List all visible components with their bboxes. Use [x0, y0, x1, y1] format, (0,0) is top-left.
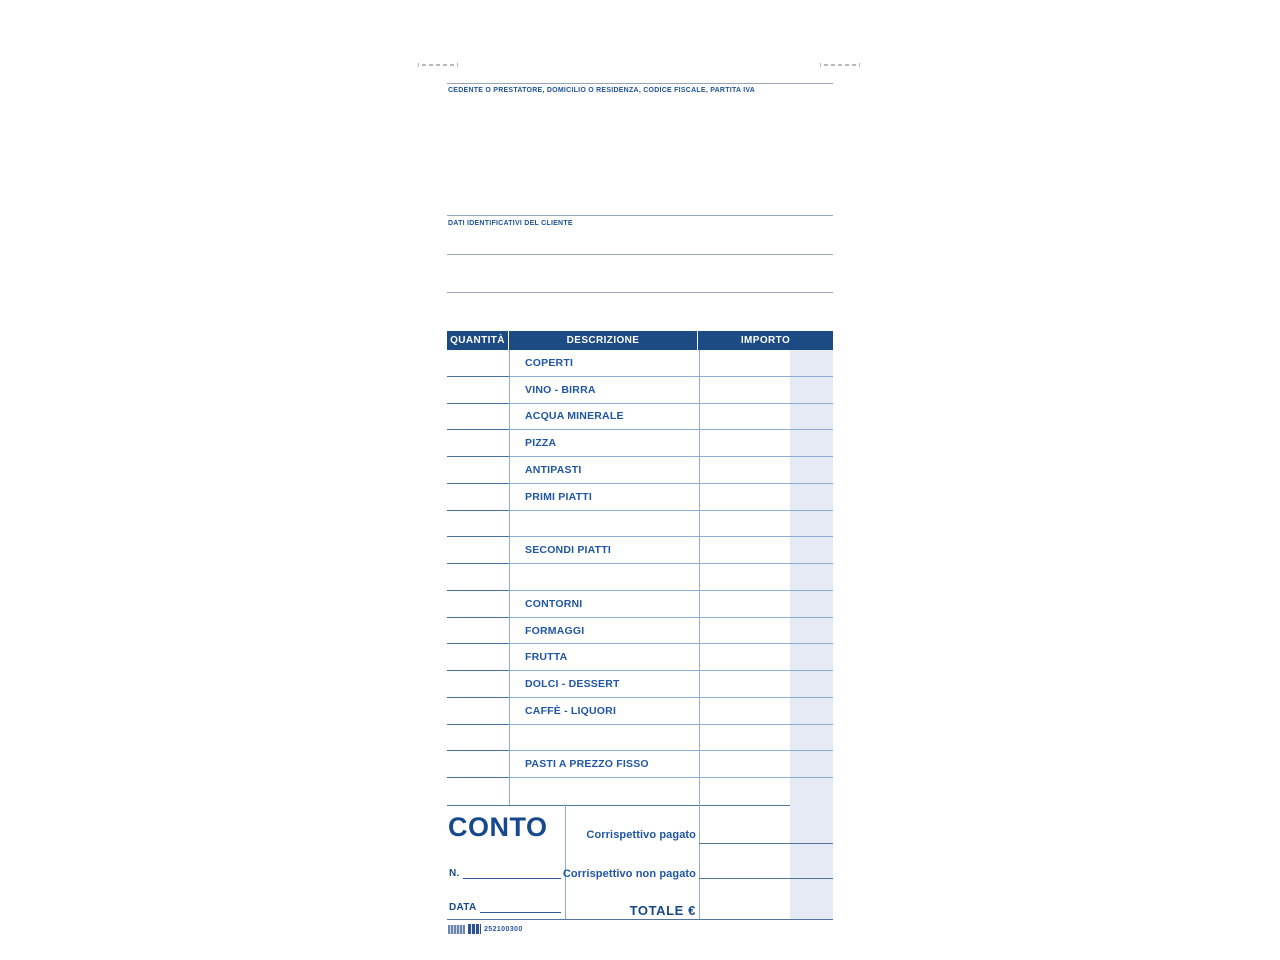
table-row — [447, 751, 833, 778]
customer-writing-line-1 — [447, 254, 833, 255]
table-row — [447, 725, 833, 752]
corrispettivo-column — [562, 805, 699, 919]
importo-cell — [699, 618, 833, 645]
totals-section — [447, 805, 833, 920]
importo-cell — [699, 725, 833, 752]
unpaid-label: Corrispettivo non pagato — [562, 868, 696, 880]
description-cell — [509, 778, 699, 805]
customer-caption: DATI IDENTIFICATIVI DEL CLIENTE — [448, 220, 573, 227]
decimal-shade-column-footer — [790, 805, 833, 919]
table-row — [447, 644, 833, 671]
table-row — [447, 564, 833, 591]
table-row — [447, 698, 833, 725]
table-header — [447, 331, 833, 350]
data-label: DATA — [449, 902, 477, 913]
table-row — [447, 430, 833, 457]
description-cell: CAFFÈ - LIQUORI — [509, 698, 699, 725]
quantity-cell — [447, 591, 509, 618]
description-cell: ACQUA MINERALE — [509, 404, 699, 431]
quantity-cell — [447, 537, 509, 564]
description-cell: DOLCI - DESSERT — [509, 671, 699, 698]
importo-cell — [699, 778, 833, 805]
quantity-cell — [447, 725, 509, 752]
quantity-cell — [447, 457, 509, 484]
description-cell: ANTIPASTI — [509, 457, 699, 484]
table-row — [447, 618, 833, 645]
quantity-cell — [447, 698, 509, 725]
numero-label: N. — [449, 868, 460, 879]
description-cell: FRUTTA — [509, 644, 699, 671]
importo-cell — [699, 564, 833, 591]
importo-cell — [699, 751, 833, 778]
quantity-cell — [447, 778, 509, 805]
column-header-quantita: QUANTITÀ — [447, 331, 509, 350]
description-cell — [509, 511, 699, 538]
numero-writing-line — [463, 868, 561, 879]
numero-row — [449, 868, 561, 879]
importo-cell — [699, 537, 833, 564]
product-code: 252100300 — [484, 925, 523, 933]
description-cell: PRIMI PIATTI — [509, 484, 699, 511]
description-cell: VINO - BIRRA — [509, 377, 699, 404]
table-row — [447, 671, 833, 698]
quantity-cell — [447, 644, 509, 671]
totale-label: TOTALE € — [629, 903, 696, 918]
column-header-descrizione: DESCRIZIONE — [509, 331, 698, 350]
importo-cell — [699, 457, 833, 484]
importo-cell — [699, 430, 833, 457]
importo-cell — [699, 377, 833, 404]
quantity-cell — [447, 484, 509, 511]
description-cell: SECONDI PIATTI — [509, 537, 699, 564]
data-row — [449, 902, 561, 913]
conto-form — [447, 0, 833, 960]
importo-cell — [699, 404, 833, 431]
customer-rule-top — [447, 215, 833, 216]
description-cell: COPERTI — [509, 350, 699, 377]
table-row — [447, 591, 833, 618]
importo-cell — [699, 644, 833, 671]
table-row — [447, 350, 833, 377]
brand-logo-icon — [448, 925, 465, 934]
conto-title: CONTO — [448, 812, 548, 842]
quantity-cell — [447, 564, 509, 591]
quantity-cell — [447, 430, 509, 457]
table-row — [447, 404, 833, 431]
items-table — [447, 331, 833, 806]
table-row — [447, 377, 833, 404]
paid-amount-line — [699, 843, 833, 844]
description-cell — [509, 564, 699, 591]
table-body — [447, 350, 833, 806]
table-row — [447, 537, 833, 564]
importo-cell — [699, 591, 833, 618]
importo-cell — [699, 698, 833, 725]
brand-row — [448, 924, 523, 934]
footer-divider-right — [699, 805, 700, 919]
importo-cell — [699, 350, 833, 377]
description-cell — [509, 725, 699, 752]
description-cell: FORMAGGI — [509, 618, 699, 645]
table-row — [447, 511, 833, 538]
column-header-importo: IMPORTO — [740, 335, 791, 346]
paid-label: Corrispettivo pagato — [586, 829, 696, 841]
quantity-cell — [447, 404, 509, 431]
brand-logo-icon-2 — [468, 924, 481, 934]
vendor-caption: CEDENTE O PRESTATORE, DOMICILIO O RESIDENZA, CODICE FISCALE, PARTITA IVA — [448, 87, 756, 94]
importo-cell — [699, 484, 833, 511]
data-writing-line — [480, 902, 562, 913]
customer-writing-line-2 — [447, 292, 833, 293]
importo-cell — [699, 511, 833, 538]
quantity-cell — [447, 511, 509, 538]
quantity-cell — [447, 671, 509, 698]
quantity-cell — [447, 377, 509, 404]
vendor-rule — [447, 83, 833, 84]
description-cell: PASTI A PREZZO FISSO — [509, 751, 699, 778]
quantity-cell — [447, 751, 509, 778]
table-row — [447, 484, 833, 511]
unpaid-amount-line — [699, 878, 833, 879]
table-row — [447, 457, 833, 484]
table-row — [447, 778, 833, 805]
description-cell: PIZZA — [509, 430, 699, 457]
quantity-cell — [447, 618, 509, 645]
quantity-cell — [447, 350, 509, 377]
description-cell: CONTORNI — [509, 591, 699, 618]
importo-cell — [699, 671, 833, 698]
